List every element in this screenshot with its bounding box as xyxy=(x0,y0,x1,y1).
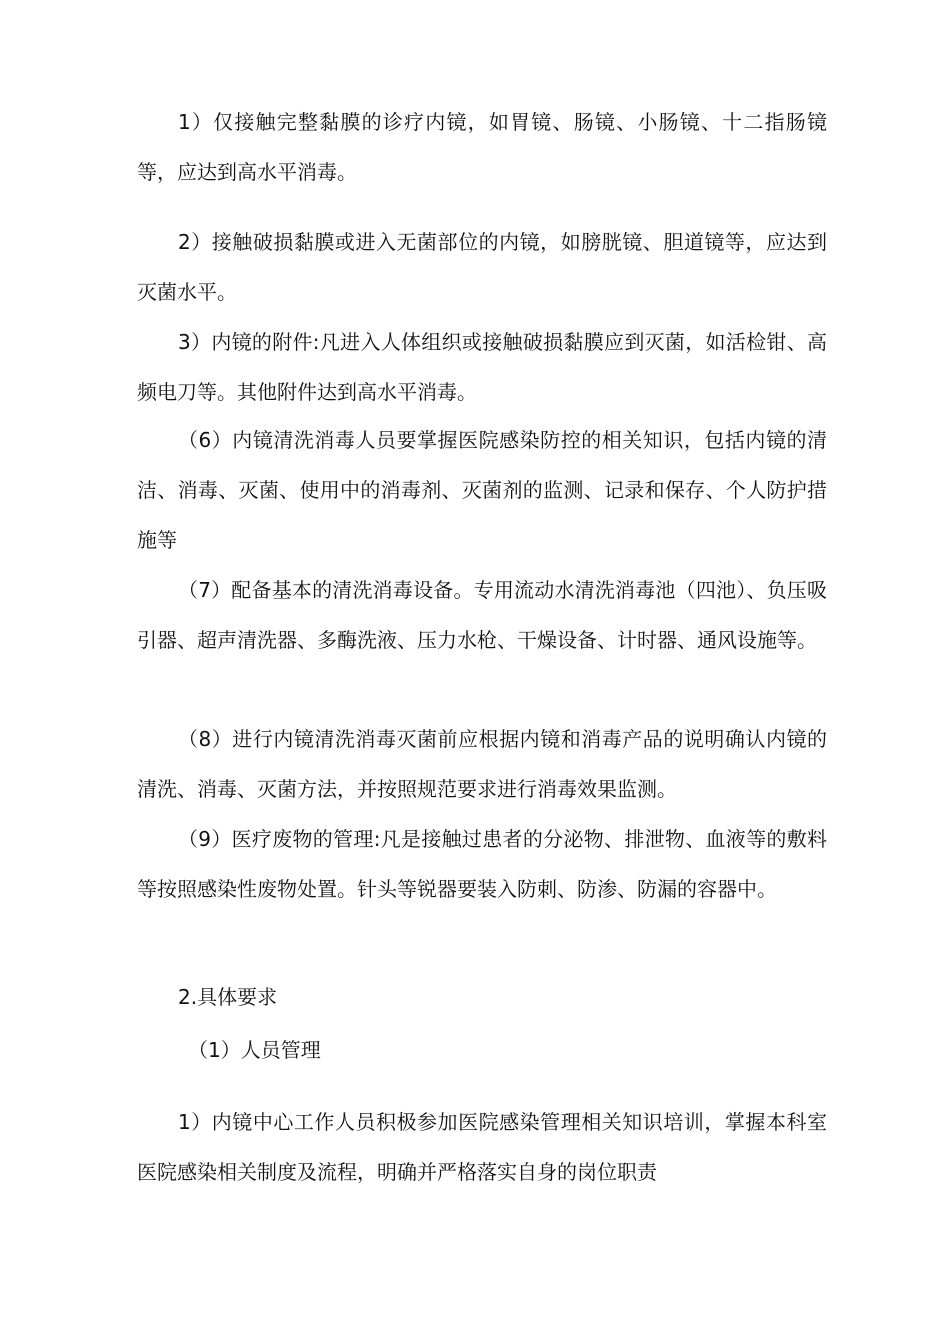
paragraph-staff-knowledge: （6）内镜清洗消毒人员要掌握医院感染防控的相关知识，包括内镜的清洁、消毒、灭菌、使用中的消毒剂、灭菌剂的监测、记录和保存、个人防护措施等 xyxy=(137,428,827,552)
paragraph-endoscope-sterilization: 2）接触破损黏膜或进入无菌部位的内镜，如膀胱镜、胆道镜等，应达到灭菌水平。 xyxy=(137,230,827,304)
paragraph-medical-waste: （9）医疗废物的管理:凡是接触过患者的分泌物、排泄物、血液等的敷料等按照感染性废物处置。针头等锐器要装入防刺、防渗、防漏的容器中。 xyxy=(137,827,827,901)
paragraph-cleaning-method: （8）进行内镜清洗消毒灭菌前应根据内镜和消毒产品的说明确认内镜的清洗、消毒、灭菌方法，并按照规范要求进行消毒效果监测。 xyxy=(137,727,827,801)
subsection-heading-personnel-management: （1）人员管理 xyxy=(188,1038,321,1062)
paragraph-staff-training: 1）内镜中心工作人员积极参加医院感染管理相关知识培训，掌握本科室医院感染相关制度及流程，明确并严格落实自身的岗位职责 xyxy=(137,1110,827,1184)
paragraph-endoscope-accessories: 3）内镜的附件:凡进入人体组织或接触破损黏膜应到灭菌，如活检钳、高频电刀等。其他附件达到高水平消毒。 xyxy=(137,330,827,404)
paragraph-endoscope-high-level-disinfection: 1）仅接触完整黏膜的诊疗内镜，如胃镜、肠镜、小肠镜、十二指肠镜等，应达到高水平消毒。 xyxy=(137,110,827,184)
section-heading-specific-requirements: 2.具体要求 xyxy=(178,985,278,1009)
paragraph-equipment: （7）配备基本的清洗消毒设备。专用流动水清洗消毒池（四池）、负压吸引器、超声清洗器、多酶洗液、压力水枪、干燥设备、计时器、通风设施等。 xyxy=(137,578,827,652)
